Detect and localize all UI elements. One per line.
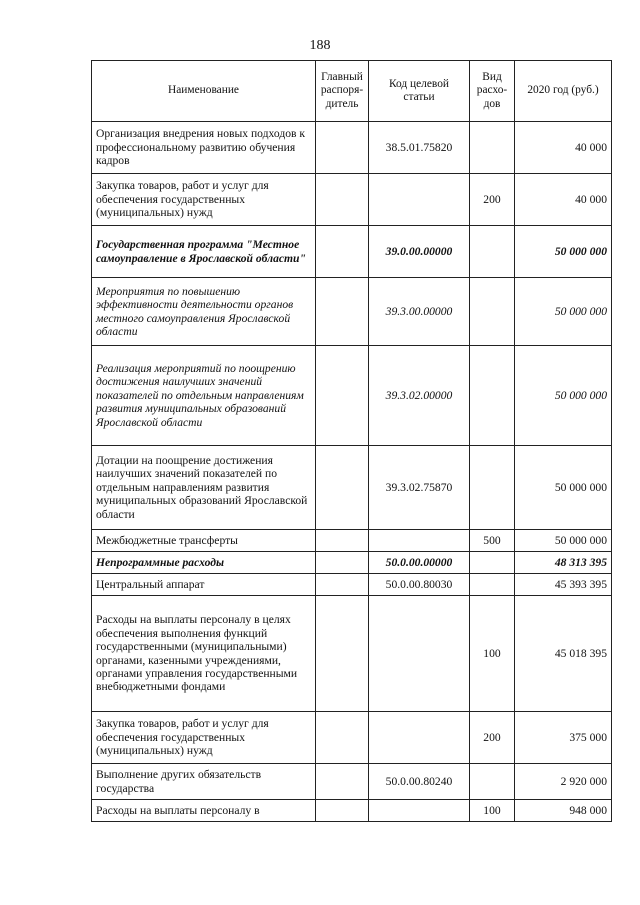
cell-type: 100 — [470, 800, 515, 822]
cell-admin — [316, 712, 369, 764]
cell-amount: 50 000 000 — [515, 278, 612, 346]
table-row — [92, 346, 612, 446]
cell-code: 39.3.00.00000 — [369, 278, 470, 346]
table-row — [92, 278, 612, 346]
cell-code — [369, 712, 470, 764]
cell-code: 50.0.00.00000 — [369, 552, 470, 574]
cell-code: 38.5.01.75820 — [369, 122, 470, 174]
table-row — [92, 174, 612, 226]
header-amount: 2020 год (руб.) — [515, 61, 612, 122]
cell-name: Закупка товаров, работ и услуг для обеспечения государственных (муниципальных) нужд — [92, 712, 316, 764]
cell-name: Выполнение других обязательств государства — [92, 764, 316, 800]
cell-admin — [316, 574, 369, 596]
cell-type — [470, 764, 515, 800]
cell-code: 39.0.00.00000 — [369, 226, 470, 278]
cell-type — [470, 122, 515, 174]
cell-type: 200 — [470, 174, 515, 226]
table-row — [92, 530, 612, 552]
cell-type: 500 — [470, 530, 515, 552]
cell-type: 200 — [470, 712, 515, 764]
cell-amount: 2 920 000 — [515, 764, 612, 800]
header-type: Вид расхо-дов — [470, 61, 515, 122]
cell-type — [470, 346, 515, 446]
cell-name: Мероприятия по повышению эффективности деятельности органов местного самоуправления Ярославской области — [92, 278, 316, 346]
cell-code — [369, 174, 470, 226]
cell-name: Непрограммные расходы — [92, 552, 316, 574]
header-code: Код целевой статьи — [369, 61, 470, 122]
cell-admin — [316, 446, 369, 530]
cell-type — [470, 574, 515, 596]
cell-amount: 45 393 395 — [515, 574, 612, 596]
page-number: 188 — [309, 38, 331, 53]
cell-name: Реализация мероприятий по поощрению достижения наилучших значений показателей по отдельным направлениям развития муниципальных образований Ярославской области — [92, 346, 316, 446]
cell-name: Закупка товаров, работ и услуг для обеспечения государственных (муниципальных) нужд — [92, 174, 316, 226]
cell-type — [470, 278, 515, 346]
cell-admin — [316, 764, 369, 800]
cell-name: Организация внедрения новых подходов к профессиональному развитию обучения кадров — [92, 122, 316, 174]
cell-code: 39.3.02.75870 — [369, 446, 470, 530]
table-row — [92, 712, 612, 764]
cell-code — [369, 596, 470, 712]
cell-amount: 45 018 395 — [515, 596, 612, 712]
cell-type — [470, 446, 515, 530]
cell-name: Дотации на поощрение достижения наилучших значений показателей по отдельным направлениям развития муниципальных образований Ярославской области — [92, 446, 316, 530]
cell-amount: 50 000 000 — [515, 446, 612, 530]
table-row — [92, 800, 612, 822]
cell-code: 50.0.00.80030 — [369, 574, 470, 596]
cell-admin — [316, 278, 369, 346]
cell-admin — [316, 800, 369, 822]
table-row — [92, 764, 612, 800]
cell-amount: 48 313 395 — [515, 552, 612, 574]
cell-code — [369, 530, 470, 552]
cell-admin — [316, 530, 369, 552]
table-row — [92, 574, 612, 596]
cell-admin — [316, 346, 369, 446]
cell-name: Государственная программа "Местное самоуправление в Ярославской области" — [92, 226, 316, 278]
cell-admin — [316, 226, 369, 278]
cell-name: Центральный аппарат — [92, 574, 316, 596]
table-header-row — [92, 61, 612, 122]
header-name: Наименование — [92, 61, 316, 122]
cell-code — [369, 800, 470, 822]
table-row — [92, 596, 612, 712]
cell-amount: 50 000 000 — [515, 346, 612, 446]
cell-admin — [316, 596, 369, 712]
cell-name: Расходы на выплаты персоналу в целях обеспечения выполнения функций государственными (муниципальными) органами, казенными учреждениями, органами управления государственными внебюджетными фондами — [92, 596, 316, 712]
cell-amount: 40 000 — [515, 174, 612, 226]
budget-table — [91, 60, 612, 822]
cell-amount: 50 000 000 — [515, 226, 612, 278]
cell-admin — [316, 174, 369, 226]
cell-name: Межбюджетные трансферты — [92, 530, 316, 552]
table-row — [92, 122, 612, 174]
table-row — [92, 226, 612, 278]
cell-amount: 948 000 — [515, 800, 612, 822]
cell-code: 50.0.00.80240 — [369, 764, 470, 800]
cell-amount: 375 000 — [515, 712, 612, 764]
cell-type: 100 — [470, 596, 515, 712]
cell-name: Расходы на выплаты персоналу в — [92, 800, 316, 822]
cell-type — [470, 552, 515, 574]
cell-admin — [316, 552, 369, 574]
cell-code: 39.3.02.00000 — [369, 346, 470, 446]
cell-amount: 40 000 — [515, 122, 612, 174]
cell-type — [470, 226, 515, 278]
cell-amount: 50 000 000 — [515, 530, 612, 552]
table-row — [92, 552, 612, 574]
header-admin: Главный распоря-дитель — [316, 61, 369, 122]
cell-admin — [316, 122, 369, 174]
table-row — [92, 446, 612, 530]
